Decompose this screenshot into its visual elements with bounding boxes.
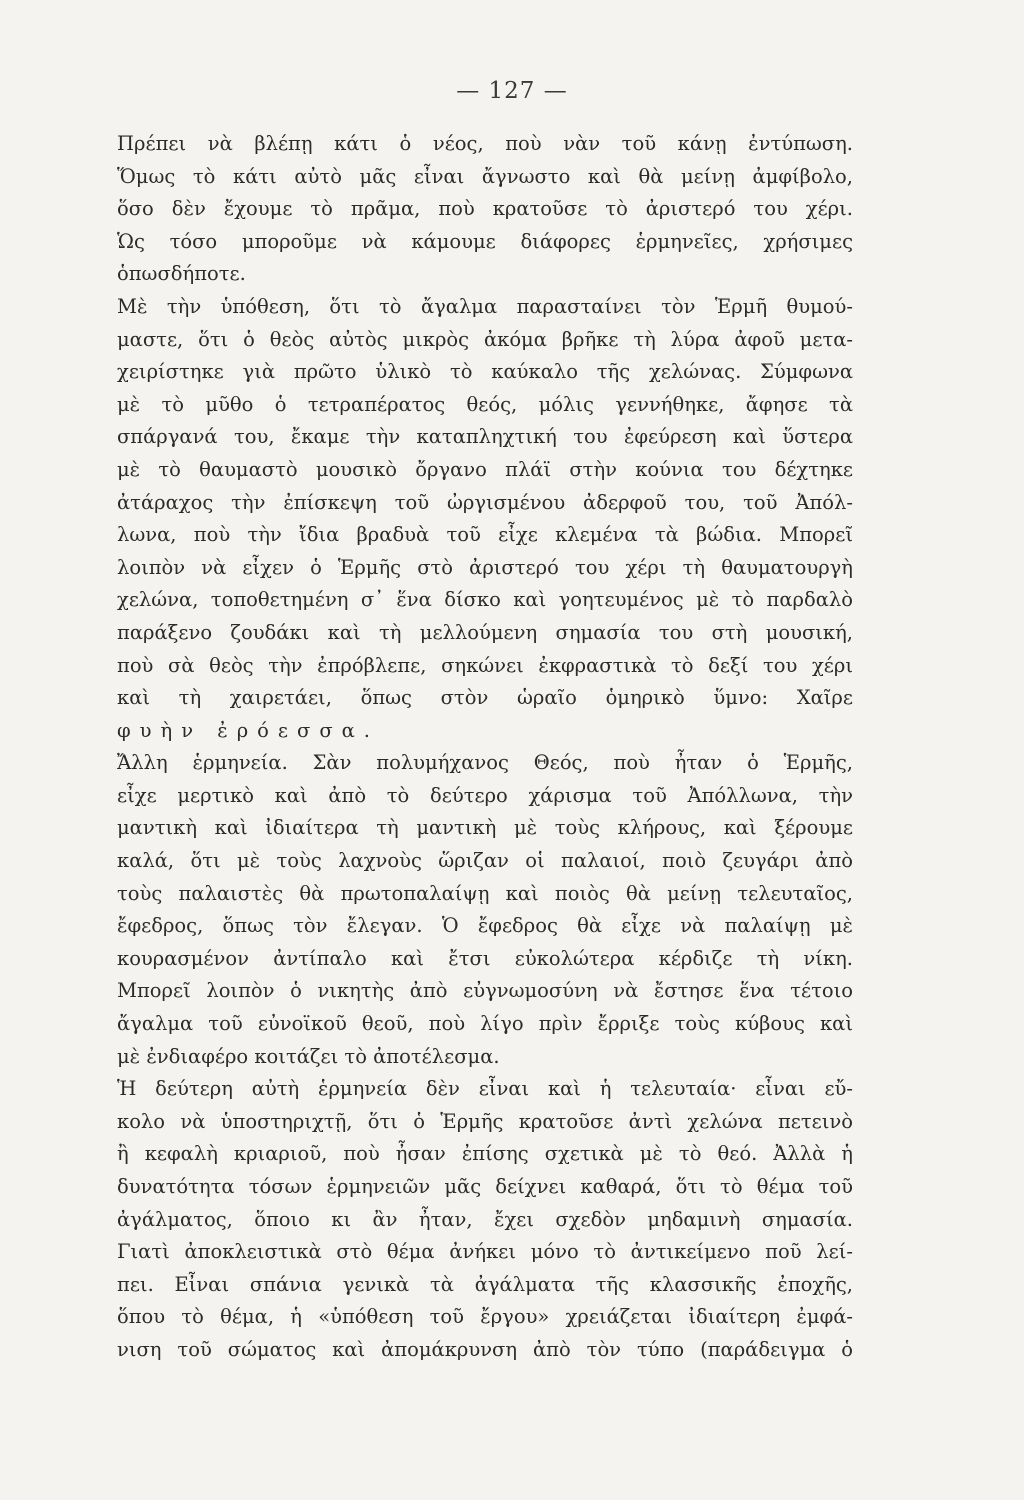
text-line: κουρασμένον ἀντίπαλο καὶ ἔτσι εὐκολώτερα κέρδιζε τὴ νίκη. <box>117 946 853 970</box>
text-line: ἔφεδρος, ὅπως τὸν ἔλεγαν. Ὁ ἔφεδρος θὰ εἶχε νὰ παλαίψῃ μὲ <box>117 914 853 938</box>
text-line: τοὺς παλαιστὲς θὰ πρωτοπαλαίψῃ καὶ ποιὸς θὰ μείνῃ τελευταῖος, <box>117 881 853 905</box>
text-line: ὅσο δὲν ἔχουμε τὸ πρᾶμα, ποὺ κρατοῦσε τὸ ἀριστερό του χέρι. <box>117 197 853 221</box>
text-line: ἢ κεφαλὴ κριαριοῦ, ποὺ ἦσαν ἐπίσης σχετικὰ μὲ τὸ θεό. Ἀλλὰ ἡ <box>117 1142 853 1166</box>
text-line: μὲ ἐνδιαφέρο κοιτάζει τὸ ἀποτέλεσμα. <box>117 1044 500 1068</box>
text-line: ἀτάραχος τὴν ἐπίσκεψη τοῦ ὠργισμένου ἀδερφοῦ του, τοῦ Ἀπόλ- <box>117 490 853 514</box>
text-line: Ὅμως τὸ κάτι αὐτὸ μᾶς εἶναι ἄγνωστο καὶ θὰ μείνῃ ἀμφίβολο, <box>117 164 853 188</box>
text-line: σπάργανά του, ἔκαμε τὴν καταπληχτική του ἐφεύρεση καὶ ὕστερα <box>117 425 853 449</box>
body-text <box>117 128 853 1367</box>
text-line: κολο νὰ ὑποστηριχτῇ, ὅτι ὁ Ἑρμῆς κρατοῦσε ἀντὶ χελώνα πετεινὸ <box>117 1109 853 1133</box>
text-line: πει. Εἶναι σπάνια γενικὰ τὰ ἀγάλματα τῆς κλασσικῆς ἐποχῆς, <box>117 1272 853 1296</box>
text-line: Ὡς τόσο μποροῦμε νὰ κάμουμε διάφορες ἑρμηνεῖες, χρήσιμες <box>117 229 853 253</box>
text-line: καὶ τὴ χαιρετάει, ὅπως στὸν ὡραῖο ὁμηρικὸ ὕμνο: Χαῖρε <box>117 686 853 710</box>
text-line: λοιπὸν νὰ εἶχεν ὁ Ἑρμῆς στὸ ἀριστερό του χέρι τὴ θαυματουργὴ <box>117 555 853 579</box>
text-line: ὁπωσδήποτε. <box>117 262 246 286</box>
text-line: Γιατὶ ἀποκλειστικὰ στὸ θέμα ἀνήκει μόνο τὸ ἀντικείμενο ποῦ λεί- <box>117 1240 853 1264</box>
text-line: ἀγάλματος, ὅποιο κι ἂν ἦταν, ἔχει σχεδὸν μηδαμινὴ σημασία. <box>117 1207 853 1231</box>
text-line: φυὴν ἐρόεσσα. <box>117 718 380 742</box>
text-line: Ἡ δεύτερη αὐτὴ ἑρμηνεία δὲν εἶναι καὶ ἡ τελευταία· εἶναι εὔ- <box>117 1077 853 1101</box>
text-line: μὲ τὸ μῦθο ὁ τετραπέρατος θεός, μόλις γεννήθηκε, ἄφησε τὰ <box>117 392 853 416</box>
text-line: εἶχε μερτικὸ καὶ ἀπὸ τὸ δεύτερο χάρισμα τοῦ Ἀπόλλωνα, τὴν <box>117 783 853 807</box>
text-line: λωνα, ποὺ τὴν ἴδια βραδυὰ τοῦ εἶχε κλεμένα τὰ βώδια. Μπορεῖ <box>117 523 853 547</box>
text-line: ποὺ σὰ θεὸς τὴν ἐπρόβλεπε, σηκώνει ἐκφραστικὰ τὸ δεξί του χέρι <box>117 653 853 677</box>
text-line: νιση τοῦ σώματος καὶ ἀπομάκρυνση ἀπὸ τὸν τύπο (παράδειγμα ὁ <box>117 1337 853 1361</box>
text-line: μὲ τὸ θαυμαστὸ μουσικὸ ὄργανο πλάϊ στὴν κούνια του δέχτηκε <box>117 457 853 481</box>
text-line: μαντικὴ καὶ ἰδιαίτερα τὴ μαντικὴ μὲ τοὺς κλήρους, καὶ ξέρουμε <box>117 816 853 840</box>
text-line: παράξενο ζουδάκι καὶ τὴ μελλούμενη σημασία του στὴ μουσική, <box>117 620 853 644</box>
text-line: Ἄλλη ἑρμηνεία. Σὰν πολυμήχανος Θεός, ποὺ ἦταν ὁ Ἑρμῆς, <box>117 751 853 775</box>
text-line: Πρέπει νὰ βλέπῃ κάτι ὁ νέος, ποὺ νὰν τοῦ κάνῃ ἐντύπωση. <box>117 132 853 155</box>
text-line: ὅπου τὸ θέμα, ἡ «ὑπόθεση τοῦ ἔργου» χρειάζεται ἰδιαίτερη ἐμφά- <box>117 1305 853 1329</box>
page-number: — 127 — <box>456 78 568 104</box>
text-line: χελώνα, τοποθετημένη σ᾽ ἕνα δίσκο καὶ γοητευμένος μὲ τὸ παρδαλὸ <box>117 588 853 612</box>
text-line: μαστε, ὅτι ὁ θεὸς αὐτὸς μικρὸς ἀκόμα βρῆκε τὴ λύρα ἀφοῦ μετα- <box>117 327 853 351</box>
text-line: ἄγαλμα τοῦ εὐνοϊκοῦ θεοῦ, ποὺ λίγο πρὶν ἔρριξε τοὺς κύβους καὶ <box>117 1012 853 1036</box>
text-line: Μπορεῖ λοιπὸν ὁ νικητὴς ἀπὸ εὐγνωμοσύνη νὰ ἔστησε ἕνα τέτοιο <box>117 979 853 1003</box>
text-line: καλά, ὅτι μὲ τοὺς λαχνοὺς ὥριζαν οἱ παλαιοί, ποιὸ ζευγάρι ἀπὸ <box>117 849 853 873</box>
text-line: δυνατότητα τόσων ἑρμηνειῶν μᾶς δείχνει καθαρά, ὅτι τὸ θέμα τοῦ <box>117 1175 853 1198</box>
text-line: Μὲ τὴν ὑπόθεση, ὅτι τὸ ἄγαλμα παρασταίνει τὸν Ἑρμῆ θυμού- <box>117 294 853 318</box>
text-line: χειρίστηκε γιὰ πρῶτο ὑλικὸ τὸ καύκαλο τῆς χελώνας. Σύμφωνα <box>117 360 853 384</box>
